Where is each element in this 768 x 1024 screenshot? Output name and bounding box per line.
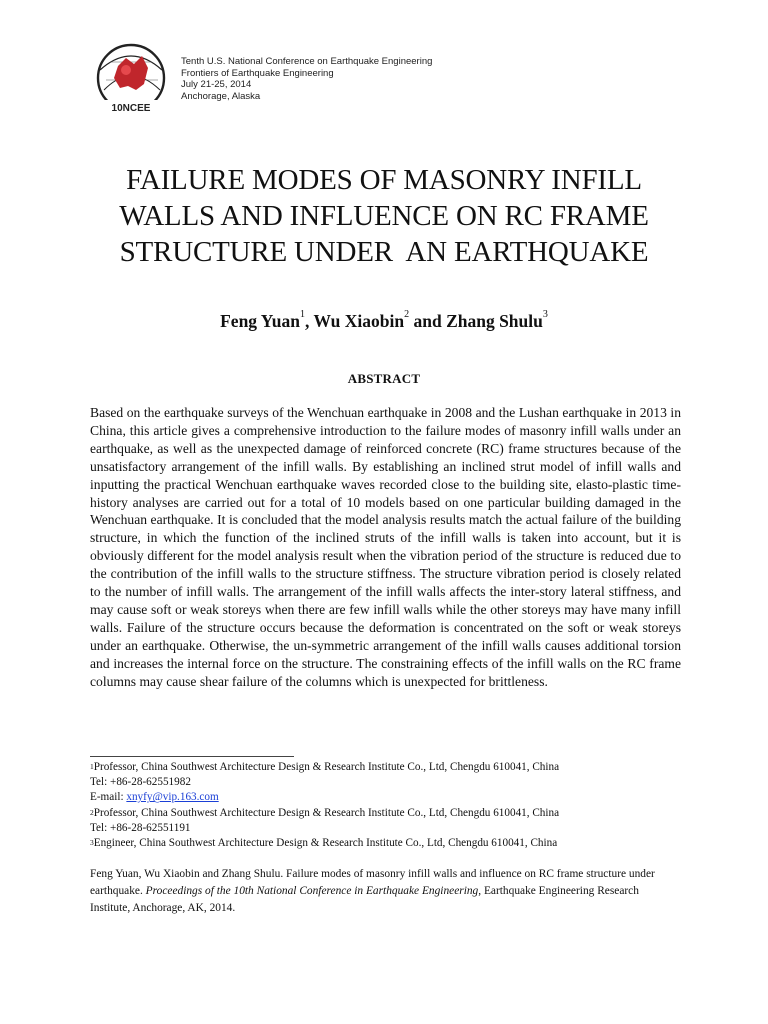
conference-info <box>181 56 432 102</box>
citation-publisher: , Earthquake Engineering Research Institute, Anchorage, AK, 2014. <box>90 885 639 915</box>
10ncee-logo <box>90 40 172 120</box>
title-line-3: STRUCTURE UNDER AN EARTHQUAKE <box>119 236 649 268</box>
conference-location: Anchorage, Alaska <box>181 90 261 102</box>
email-link[interactable]: xnyfy@vip.163.com <box>126 791 219 804</box>
author-name: Feng Yuan <box>220 311 301 331</box>
author-list <box>60 311 708 332</box>
citation-proceedings: Proceedings of the 10th National Conference in Earthquake Engineering <box>145 885 479 898</box>
footnote-text: Engineer, China Southwest Architecture Design & Research Institute Co., Ltd, Chengdu 610041, China <box>93 837 558 850</box>
footnotes <box>90 760 690 851</box>
conference-dates: July 21-25, 2014 <box>181 79 252 91</box>
paper-title <box>60 162 708 270</box>
footnote-1-email-line <box>90 790 690 805</box>
author-separator: and <box>409 311 447 331</box>
abstract-heading: ABSTRACT <box>347 371 421 386</box>
email-label: E-mail: <box>90 791 127 804</box>
author-affiliation-mark: 3 <box>542 309 548 320</box>
author-affiliation-mark: 2 <box>404 309 410 320</box>
footnote-2-affiliation <box>90 806 690 821</box>
conference-theme: Frontiers of Earthquake Engineering <box>181 67 334 79</box>
footnote-3-affiliation <box>90 836 690 851</box>
conference-header <box>90 40 690 120</box>
title-line-2: WALLS AND INFLUENCE ON RC FRAME <box>119 200 649 232</box>
footnote-1-tel: Tel: +86-28-62551982 <box>90 776 191 789</box>
author-name: Wu Xiaobin <box>313 311 405 331</box>
author-separator: , <box>305 311 314 331</box>
footnote-2-tel: Tel: +86-28-62551191 <box>90 821 191 834</box>
footnote-text: Professor, China Southwest Architecture Design & Research Institute Co., Ltd, Chengdu 610041, China <box>93 806 560 819</box>
author-affiliation-mark: 1 <box>300 309 306 320</box>
footnote-mark: 1 <box>90 762 94 771</box>
abstract-text: Based on the earthquake surveys of the Wenchuan earthquake in 2008 and the Lushan earthquake in 2013 in China, this article gives a comprehensive introduction to the failure modes of masonry infill walls under an earthquake, as well as the unexpected damage of reinforced concrete (RC) frame structures because of the unsatisfactory arrangement of the infill walls. By establishing an inclined strut model of infill walls and inputting the practical Wenchuan earthquake waves recorded close to the building site, elasto-plastic time-history analyses are carried out for a total of 10 models based on one particular building damaged in the Wenchuan earthquake. It is concluded that the model analysis results match the actual failure of the building structure, in which the function of the inclined struts of the infill walls is taken into account, but it is obviously different for the model analysis result when the vibration period of the structure is reduced due to the contribution of the infill walls to the structure stiffness. The structure vibration period is closely related to the number of infill walls. The arrangement of the infill walls affects the inter-story lateral stiffness, and may cause soft or weak storeys when there are few infill walls while the other storeys may have many infill walls. Failure of the structure occurs because the deformation is concentrated on the soft or weak storeys under an earthquake. Otherwise, the un-symmetric arrangement of the infill walls causes additional torsion and increases the internal force on the structure. The constraining effects of the infill walls on the RC frame columns may cause shear failure of the columns which is unexpected for brittleness. <box>90 405 681 689</box>
logo-text: 10NCEE <box>111 103 151 114</box>
citation-block <box>90 866 670 918</box>
title-line-1: FAILURE MODES OF MASONRY INFILL <box>126 164 642 196</box>
footnote-text: Professor, China Southwest Architecture Design & Research Institute Co., Ltd, Chengdu 610041, China <box>93 761 560 773</box>
footnote-divider <box>90 756 294 757</box>
footnote-mark: 2 <box>90 807 94 817</box>
footnote-1-affiliation <box>90 760 690 775</box>
footnote-mark: 3 <box>90 838 94 848</box>
citation-authors-title: Feng Yuan, Wu Xiaobin and Zhang Shulu. Failure modes of masonry infill walls and influence on RC frame structure under earthquake. <box>90 868 655 898</box>
author-name: Zhang Shulu <box>446 311 543 331</box>
conference-name: Tenth U.S. National Conference on Earthquake Engineering <box>181 56 433 67</box>
